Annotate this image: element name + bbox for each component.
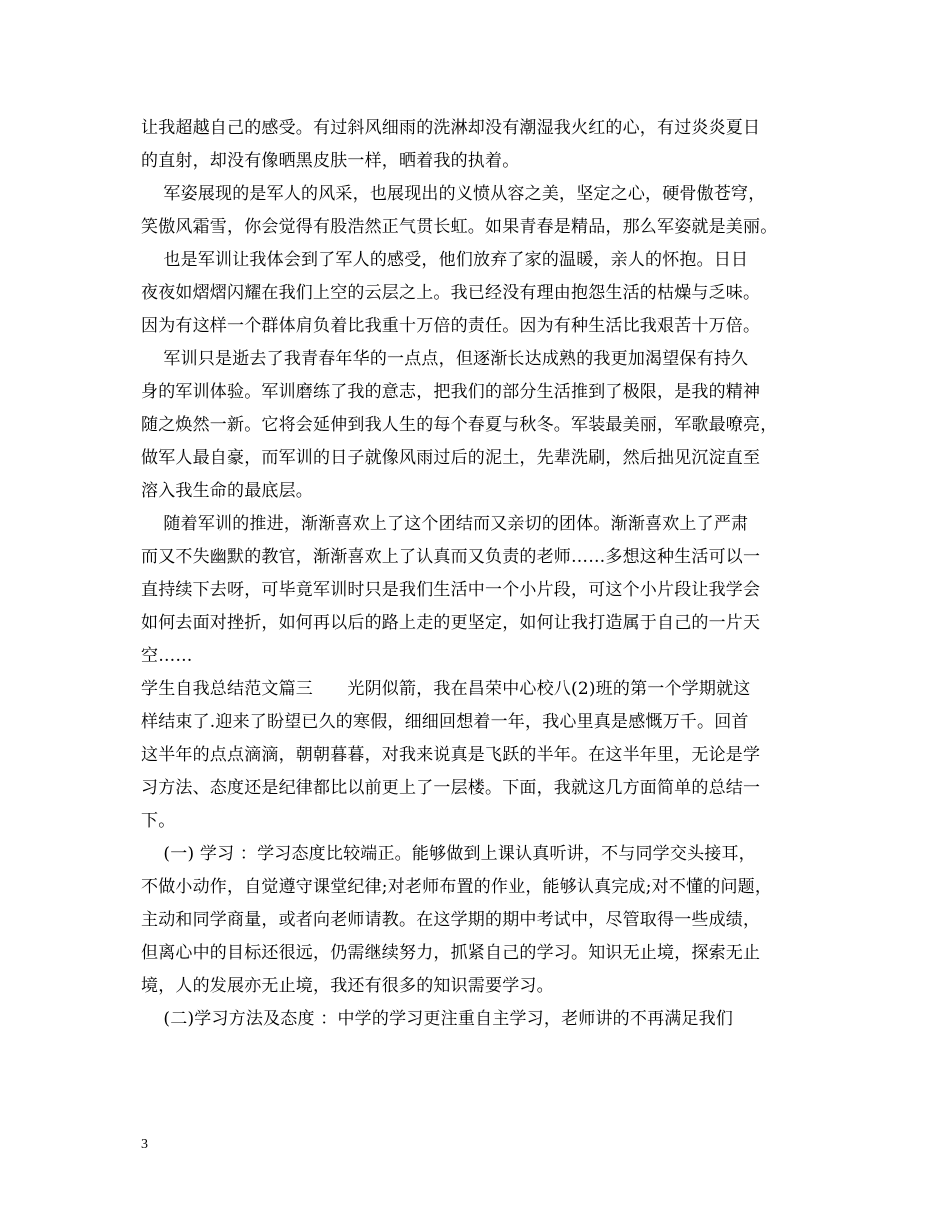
text-line: 军训只是逝去了我青春年华的一点点，但逐渐长达成熟的我更加渴望保有持久 [141, 349, 749, 369]
text-line: 笑傲风霜雪，你会觉得有股浩然正气贯长虹。如果青春是精品，那么军姿就是美丽。 [141, 217, 778, 237]
text-line: 随之焕然一新。它将会延伸到我人生的每个春夏与秋冬。军装最美丽，军歌最嘹亮， [141, 415, 778, 435]
text-line: 样结束了.迎来了盼望已久的寒假，细细回想着一年，我心里真是感慨万千。回首 [141, 712, 749, 732]
text-line: 随着军训的推进，渐渐喜欢上了这个团结而又亲切的团体。渐渐喜欢上了严肃 [141, 514, 749, 534]
text-line: 但离心中的目标还很远，仍需继续努力，抓紧自己的学习。知识无止境，探索无止 [141, 943, 761, 963]
text-line: 而又不失幽默的教官，渐渐喜欢上了认真而又负责的老师……多想这种生活可以一 [141, 547, 761, 567]
text-line: 夜夜如熠熠闪耀在我们上空的云层之上。我已经没有理由抱怨生活的枯燥与乏味。 [141, 283, 761, 303]
text-line: 下。 [141, 811, 176, 831]
text-line: 境，人的发展亦无止境，我还有很多的知识需要学习。 [141, 976, 554, 996]
text-line: (一) 学习 ：学习态度比较端正。能够做到上课认真听讲，不与同学交头接耳， [141, 844, 756, 864]
page-number: 3 [141, 1137, 148, 1152]
text-line: 让我超越自己的感受。有过斜风细雨的洗淋却没有潮湿我火红的心，有过炎炎夏日 [141, 118, 761, 138]
text-line: 不做小动作，自觉遵守课堂纪律;对老师布置的作业，能够认真完成;对不懂的问题， [141, 877, 773, 897]
text-line: 溶入我生命的最底层。 [141, 481, 313, 501]
text-line: 身的军训体验。军训磨练了我的意志，把我们的部分生活推到了极限，是我的精神 [141, 382, 761, 402]
text-line: 主动和同学商量，或者向老师请教。在这学期的期中考试中，尽管取得一些成绩， [141, 910, 761, 930]
text-line: 也是军训让我体会到了军人的感受，他们放弃了家的温暖，亲人的怀抱。日日 [141, 250, 749, 270]
text-line: 因为有这样一个群体肩负着比我重十万倍的责任。因为有种生活比我艰苦十万倍。 [141, 316, 761, 336]
text-line: (二)学习方法及态度 ：中学的学习更注重自主学习，老师讲的不再满足我们 [141, 1009, 734, 1029]
text-line: 习方法、态度还是纪律都比以前更上了一层楼。下面，我就这几方面简单的总结一 [141, 778, 761, 798]
text-line: 空…… [141, 646, 193, 666]
document-body [141, 112, 825, 1036]
text-line: 直持续下去呀，可毕竟军训时只是我们生活中一个小片段，可这个小片段让我学会 [141, 580, 761, 600]
text-line: 军姿展现的是军人的风采，也展现出的义愤从容之美，坚定之心，硬骨傲苍穹， [141, 184, 766, 204]
text-line: 这半年的点点滴滴，朝朝暮暮，对我来说真是飞跃的半年。在这半年里，无论是学 [141, 745, 761, 765]
text-line: 做军人最自豪，而军训的日子就像风雨过后的泥土，先辈洗刷，然后拙见沉淀直至 [141, 448, 761, 468]
section-heading-line: 学生自我总结范文篇三 光阴似箭，我在昌荣中心校八(2)班的第一个学期就这 [141, 679, 751, 699]
text-line: 的直射，却没有像晒黑皮肤一样，晒着我的执着。 [141, 151, 520, 171]
text-line: 如何去面对挫折，如何再以后的路上走的更坚定，如何让我打造属于自己的一片天 [141, 613, 761, 633]
